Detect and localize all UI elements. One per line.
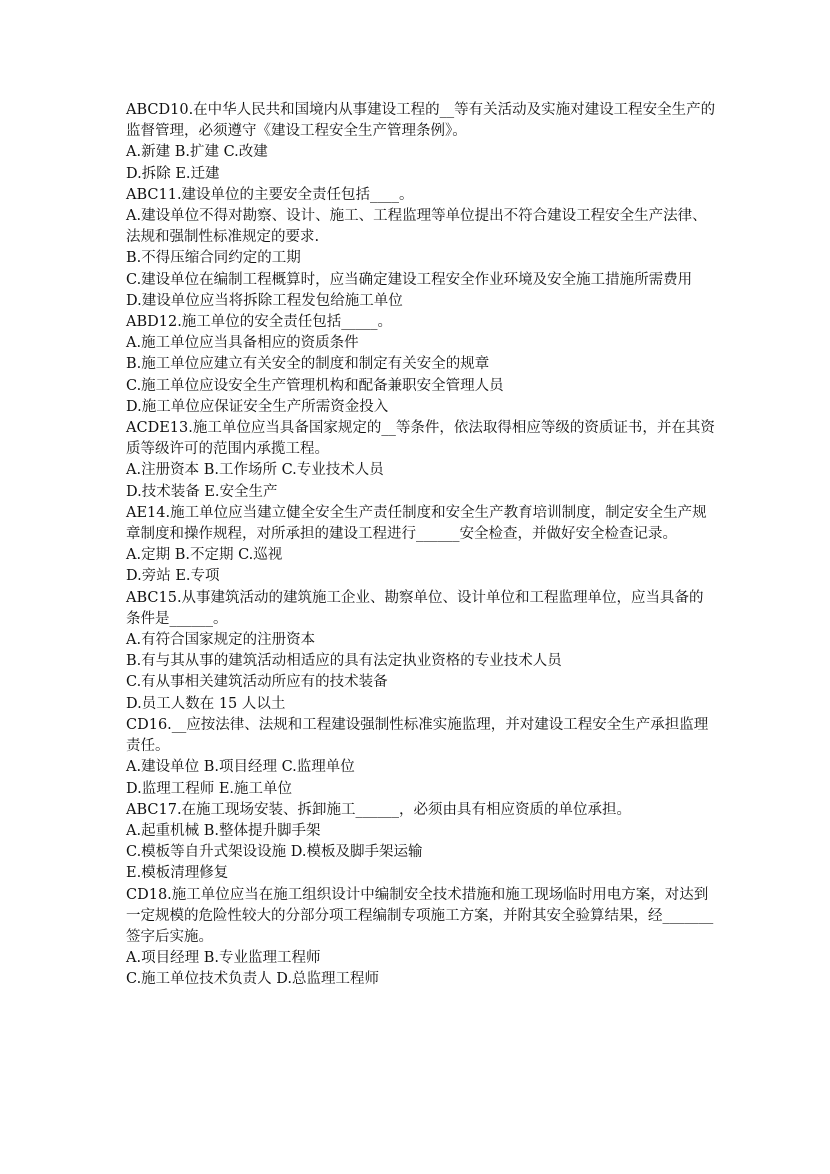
document-body bbox=[126, 100, 716, 991]
question-17-options-cd: C.模板等自升式架设设施 D.模板及脚手架运输 bbox=[126, 844, 423, 861]
question-15-option-d: D.员工人数在 15 人以土 bbox=[126, 695, 286, 712]
question-13-stem: ACDE13.施工单位应当具备国家规定的__等条件，依法取得相应等级的资质证书，并在其资质等级许可的范围内承揽工程。 bbox=[126, 420, 715, 458]
question-11-option-d: D.建设单位应当将拆除工程发包给施工单位 bbox=[126, 292, 403, 309]
question-17-stem: ABC17.在施工现场安装、拆卸施工______，必须由具有相应资质的单位承担。 bbox=[126, 801, 632, 818]
question-11-option-c: C.建设单位在编制工程概算时，应当确定建设工程安全作业环境及安全施工措施所需费用 bbox=[126, 271, 693, 288]
question-10-options-de: D.拆除 E.迁建 bbox=[126, 165, 220, 182]
question-11-stem: ABC11.建设单位的主要安全责任包括____。 bbox=[126, 186, 414, 203]
question-15-option-b: B.有与其从事的建筑活动相适应的具有法定执业资格的专业技术人员 bbox=[126, 653, 562, 670]
question-12-option-c: C.施工单位应设安全生产管理机构和配备兼职安全管理人员 bbox=[126, 377, 504, 394]
question-14-options-de: D.旁站 E.专项 bbox=[126, 568, 220, 585]
question-12-option-d: D.施工单位应保证安全生产所需资金投入 bbox=[126, 398, 389, 415]
question-11-option-a: A.建设单位不得对勘察、设计、施工、工程监理等单位提出不符合建设工程安全生产法律、法规和强制性标准规定的要求. bbox=[126, 208, 707, 246]
question-13-options-abc: A.注册资本 B.工作场所 C.专业技术人员 bbox=[126, 462, 384, 479]
question-11-option-b: B.不得压缩合同约定的工期 bbox=[126, 250, 301, 267]
question-16-options-abc: A.建设单位 B.项目经理 C.监理单位 bbox=[126, 759, 355, 776]
question-18-options-ab: A.项目经理 B.专业监理工程师 bbox=[126, 950, 321, 967]
question-15-option-a: A.有符合国家规定的注册资本 bbox=[126, 632, 316, 649]
question-10-options-abc: A.新建 B.扩建 C.改建 bbox=[126, 144, 268, 161]
question-17-option-e: E.模板清理修复 bbox=[126, 865, 229, 882]
question-16-options-de: D.监理工程师 E.施工单位 bbox=[126, 780, 293, 797]
question-15-option-c: C.有从事相关建筑活动所应有的技术装备 bbox=[126, 674, 388, 691]
question-12-stem: ABD12.施工单位的安全责任包括_____。 bbox=[126, 314, 393, 331]
question-15-stem: ABC15.从事建筑活动的建筑施工企业、勘察单位、设计单位和工程监理单位，应当具备的条件是______。 bbox=[126, 589, 704, 627]
question-10-stem: ABCD10.在中华人民共和国境内从事建设工程的__等有关活动及实施对建设工程安全生产的监督管理，必须遵守《建设工程安全生产管理条例》。 bbox=[126, 102, 716, 140]
question-13-options-de: D.技术装备 E.安全生产 bbox=[126, 483, 278, 500]
question-17-options-ab: A.起重机械 B.整体提升脚手架 bbox=[126, 822, 321, 839]
question-16-stem: CD16.__应按法律、法规和工程建设强制性标准实施监理，并对建设工程安全生产承担监理责任。 bbox=[126, 716, 709, 755]
question-18-options-cd: C.施工单位技术负责人 D.总监理工程师 bbox=[126, 971, 380, 988]
question-12-option-b: B.施工单位应建立有关安全的制度和制定有关安全的规章 bbox=[126, 356, 490, 373]
question-14-options-abc: A.定期 B.不定期 C.巡视 bbox=[126, 547, 283, 564]
question-18-stem: CD18.施工单位应当在施工组织设计中编制安全技术措施和施工现场临时用电方案，对达到一定规模的危险性较大的分部分项工程编制专项施工方案，并附其安全验算结果，经_______签字后实施。 bbox=[126, 886, 714, 945]
question-12-option-a: A.施工单位应当具备相应的资质条件 bbox=[126, 335, 359, 352]
question-14-stem: AE14.施工单位应当建立健全安全生产责任制度和安全生产教育培训制度，制定安全生产规章制度和操作规程，对所承担的建设工程进行______安全检查，并做好安全检查记录。 bbox=[126, 504, 707, 543]
